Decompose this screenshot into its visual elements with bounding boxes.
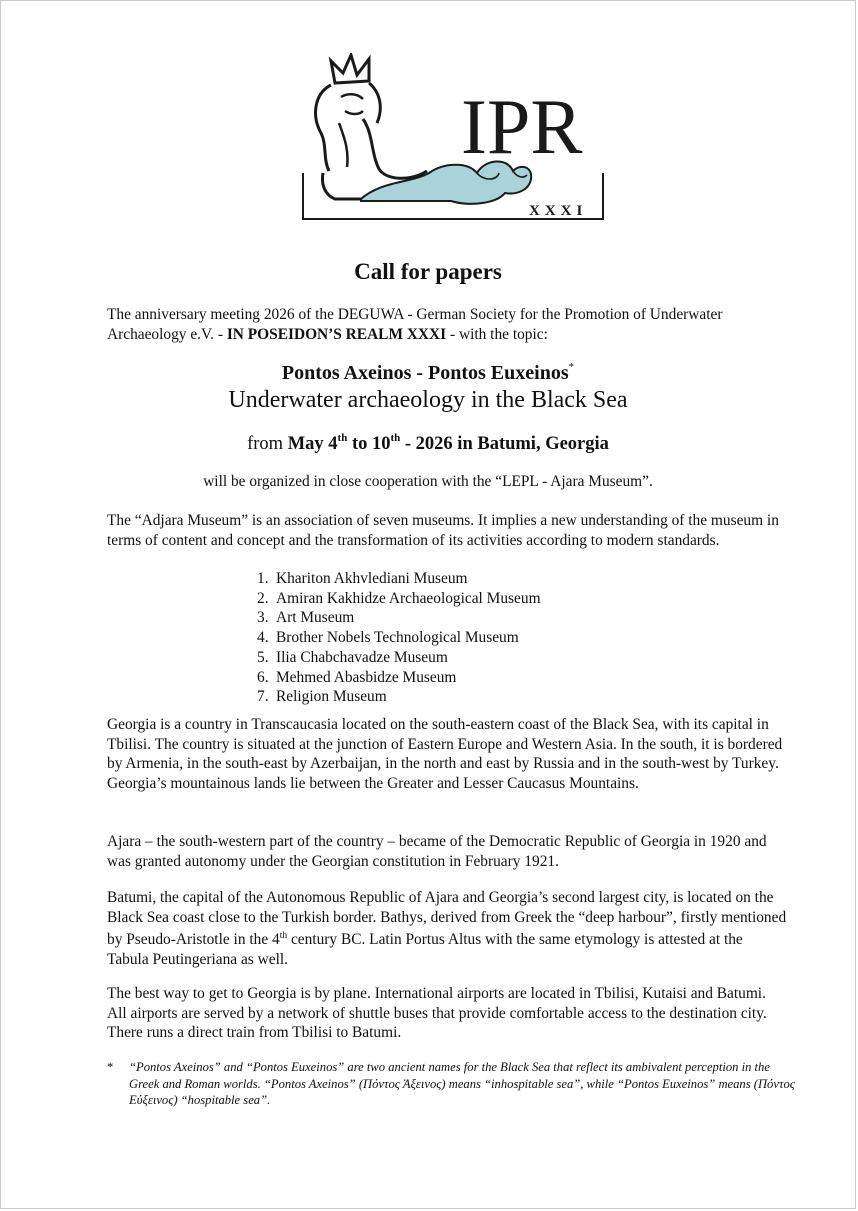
theme-subtitle: Underwater archaeology in the Black Sea: [228, 387, 628, 413]
list-item: [257, 628, 541, 648]
museum-name: Religion Museum: [276, 688, 387, 706]
museum-name: Brother Nobels Technological Museum: [276, 629, 519, 647]
list-item: [257, 648, 541, 668]
georgia-paragraph: Georgia is a country in Transcaucasia located on the south-eastern coast of the Black Sea, with its capital in Tbilisi. The country is situated at the junction of Eastern Europe and Western Asia. In the south, it is bordered by Armenia, in the south-east by Azerbaijan, in the north and east by Russia and in the south-west by Turkey. Georgia’s mountainous lands lie between the Greater and Lesser Caucasus Mountains.: [107, 716, 783, 792]
ajara-paragraph: Ajara – the south-western part of the country – became of the Democratic Republic of Georgia in 1920 and was granted autonomy under the Georgian constitution in February 1921.: [107, 833, 767, 870]
adjara-museum-paragraph: The “Adjara Museum” is an association of seven museums. It implies a new understanding of the museum in terms of content and concept and the transformation of its activities according to modern standards.: [107, 512, 779, 549]
event-dates: [1, 432, 855, 455]
list-item: [257, 589, 541, 609]
dates-end: to 10: [347, 434, 391, 454]
footnote-star: *: [107, 1060, 114, 1074]
dates-start: May 4: [287, 434, 338, 454]
list-item: [257, 608, 541, 628]
ipr-logo: [301, 53, 605, 225]
footnote: [107, 1059, 797, 1109]
theme-title: [1, 361, 855, 385]
footnote-marker: *: [568, 361, 575, 373]
cooperation-note: will be organized in close cooperation with the “LEPL - Ajara Museum”.: [203, 473, 653, 490]
list-number: 2.: [257, 589, 269, 607]
museum-name: Art Museum: [276, 609, 355, 627]
museum-name: Mehmed Abasbidze Museum: [276, 668, 457, 686]
event-name: IN POSEIDON’S REALM XXXI: [226, 325, 447, 343]
intro-paragraph: [107, 305, 787, 344]
batumi-paragraph: [107, 888, 787, 969]
list-number: 6.: [257, 668, 269, 686]
intro-text-before: The anniversary meeting 2026 of the DEGUWA - German Society for the Promotion of Underwater Archaeology e.V. -: [107, 306, 723, 343]
batumi-text-part2: century BC. Latin Portus Altus with the same etymology is attested at the Tabula Peutingeriana as well.: [107, 931, 743, 968]
museum-name: Amiran Kakhidze Archaeological Museum: [276, 589, 541, 607]
list-item: [257, 668, 541, 688]
page-title: Call for papers: [354, 259, 502, 284]
footnote-text: “Pontos Axeinos” and “Pontos Euxeinos” are two ancient names for the Black Sea that reflect its ambivalent perception in the Greek and Roman worlds. “Pontos Axeinos” (Πόντος Άξεινος) means “inhospitable sea”, while “Pontos Euxeinos” means (Πόντος Εύξεινος) “hospitable sea”.: [129, 1060, 795, 1107]
poseidon-logo-icon: [301, 53, 605, 225]
museum-name: Khariton Akhvlediani Museum: [276, 570, 468, 587]
dates-prefix: from: [247, 434, 288, 454]
dates-location: - 2026 in Batumi, Georgia: [400, 434, 609, 454]
list-number: 4.: [257, 629, 269, 647]
museum-name: Ilia Chabchavadze Museum: [276, 648, 448, 666]
list-number: 3.: [257, 609, 269, 627]
travel-paragraph: The best way to get to Georgia is by plane. International airports are located in Tbilisi, Kutaisi and Batumi. All airports are served by a network of shuttle buses that provide comfortable access to the destination city. There runs a direct train from Tbilisi to Batumi.: [107, 985, 767, 1042]
batumi-text-part1: Batumi, the capital of the Autonomous Republic of Ajara and Georgia’s second largest city, is located on the Black Sea coast close to the Turkish border. Bathys, derived from Greek the “deep harbour”, firstly mentioned by Pseudo-Aristotle in the 4: [107, 889, 787, 949]
list-item: [257, 687, 541, 707]
century-sup: th: [279, 931, 288, 942]
list-number: 5.: [257, 648, 269, 666]
list-item: [257, 569, 541, 589]
museum-list: [257, 569, 541, 707]
list-number: 7.: [257, 688, 269, 706]
logo-numeral: XXXI: [529, 203, 588, 219]
dates-start-sup: th: [337, 432, 348, 444]
theme-title-text: Pontos Axeinos - Pontos Euxeinos: [281, 362, 569, 384]
logo-letters: IPR: [461, 83, 583, 170]
dates-end-sup: th: [390, 432, 401, 444]
list-number: 1.: [257, 570, 269, 587]
intro-text-after: - with the topic:: [446, 325, 548, 343]
